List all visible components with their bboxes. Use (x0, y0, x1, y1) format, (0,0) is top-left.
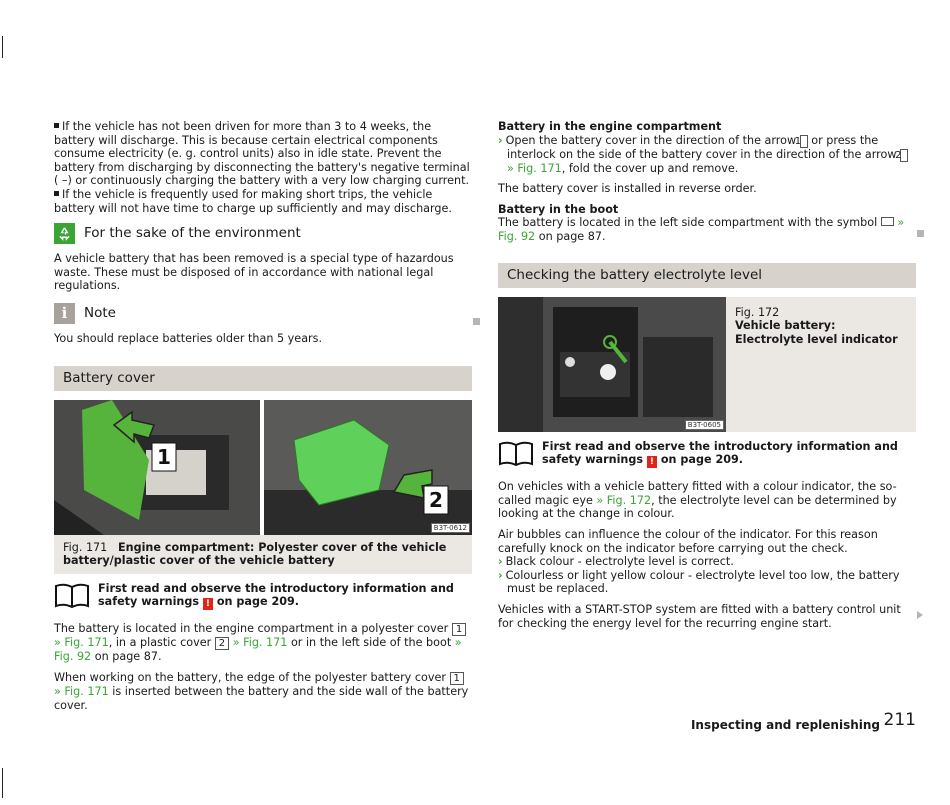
book-icon (54, 582, 90, 608)
page-number: 211 (883, 710, 916, 730)
end-marker (473, 318, 480, 325)
step-arrow-icon: › (498, 555, 503, 569)
safety-warning (498, 440, 916, 469)
bullet-paragraph (54, 120, 472, 215)
bullet-text: If the vehicle is frequently used for making short trips, the vehicle battery will not have time to charge up sufficiently and may discharge. (54, 187, 452, 215)
safety-warning-page: on page 209. (660, 453, 744, 467)
reference-box: 1 (452, 623, 466, 636)
fig-171-link[interactable]: » Fig. 171 (54, 684, 109, 698)
engine-compartment-step: › Open the battery cover in the direction of the arrow 1 or press the interlock on the side of the battery cover in the direction of the arrow 2 » Fig. 171, fold the cover up and remove. (498, 134, 916, 176)
boot-title: Battery in the boot (498, 202, 619, 216)
safety-warning-text: First read and observe the introductory information and safety warnings (542, 439, 898, 467)
section-title-battery-cover: Battery cover (54, 366, 472, 391)
list-item: › Colourless or light yellow colour - electrolyte level too low, the battery must be replaced. (498, 568, 900, 596)
reference-box: 2 (900, 149, 908, 162)
warning-icon: ! (203, 598, 213, 610)
safety-warning-page: on page 209. (216, 595, 300, 609)
bullet-text: If the vehicle has not been driven for more than 3 to 4 weeks, the battery will discharge. This is because certain electrical components consume electricity (e. g. control units) also in idle state. Prevent the battery from discharging by disconnecting the battery's negative terminal ( –) or continuously charging the battery with a very low charging current. (54, 120, 470, 188)
note-heading (54, 303, 472, 324)
figure-171-code: B3T-0612 (431, 523, 470, 533)
battery-location-paragraph: The battery is located in the engine compartment in a polyester cover 1 » Fig. 171, in a plastic cover 2 » Fig. 171 or in the left side of the boot » Fig. 92 on page 87. (54, 622, 472, 664)
battery-icon (881, 217, 894, 226)
step-arrow-icon: › (498, 568, 503, 582)
recycle-icon (54, 223, 75, 244)
figure-171-caption-text: Engine compartment: Polyester cover of the vehicle battery/plastic cover of the vehicle battery (63, 540, 447, 568)
step-arrow-icon: › (498, 133, 503, 147)
start-stop-paragraph: Vehicles with a START-STOP system are fitted with a battery control unit for checking the energy level for the recurring engine start. (498, 602, 901, 630)
reference-box: 1 (800, 135, 808, 148)
safety-warning (54, 582, 472, 611)
fig-171-link[interactable]: » Fig. 171 (507, 161, 562, 175)
figure-171 (54, 400, 472, 535)
reference-box: 1 (450, 672, 464, 685)
figure-172-caption (726, 297, 916, 432)
fig-171-link[interactable]: » Fig. 171 (54, 636, 109, 650)
book-icon (498, 440, 534, 466)
section-title-electrolyte: Checking the battery electrolyte level (498, 263, 916, 288)
figure-172-photo (498, 297, 726, 432)
fig-171-link[interactable]: » Fig. 171 (232, 636, 288, 650)
note-title: Note (84, 304, 116, 321)
air-bubbles-paragraph: Air bubbles can influence the colour of the indicator. For this reason carefully knock on the indicator before carrying out the check. (498, 527, 878, 555)
fig-172-link[interactable]: » Fig. 172 (596, 493, 652, 507)
boot-paragraph: The battery is located in the left side compartment with the symbol » Fig. 92 on page 87. (498, 216, 905, 243)
reverse-order-text: The battery cover is installed in reverse order. (498, 182, 757, 196)
warning-icon: ! (647, 456, 657, 468)
figure-171-number: Fig. 171 (63, 540, 108, 554)
figure-171-label-2: 2 (429, 487, 443, 512)
list-item: › Black colour - electrolyte level is correct. (498, 555, 734, 569)
figure-172-number: Fig. 172 (735, 305, 780, 319)
engine-compartment-title: Battery in the engine compartment (498, 120, 722, 133)
crop-mark-bottom (2, 768, 3, 798)
magic-eye-paragraph: On vehicles with a vehicle battery fitted with a colour indicator, the so-called magic eye » Fig. 172, the electrolyte level can be determined by looking at the change in colour. (498, 480, 897, 521)
info-icon: i (54, 303, 75, 324)
figure-171-caption (54, 535, 472, 574)
bullet-square (54, 191, 59, 196)
fig-92-link[interactable]: » Fig. 92 (498, 216, 905, 243)
end-marker (917, 230, 924, 237)
right-column (498, 120, 916, 637)
figure-171-photo-2 (264, 400, 472, 535)
battery-cover-edge-paragraph: When working on the battery, the edge of the polyester battery cover 1 » Fig. 171 is inserted between the battery and the side wall of the battery cover. (54, 670, 469, 712)
environment-text: A vehicle battery that has been removed is a special type of hazardous waste. These must be disposed of in accordance with national legal regulations. (54, 252, 454, 293)
left-column (54, 120, 472, 719)
figure-171-photo-1 (54, 400, 260, 535)
fig-92-link[interactable]: » Fig. 92 (54, 636, 462, 664)
bullet-square (54, 123, 59, 128)
crop-mark-top (2, 36, 3, 58)
figure-171-label-1: 1 (157, 444, 171, 469)
environment-heading (54, 223, 472, 244)
figure-172 (498, 297, 916, 432)
continue-arrow-icon (917, 611, 923, 619)
footer-chapter-title: Inspecting and replenishing (690, 718, 880, 732)
reference-box: 2 (215, 637, 229, 650)
safety-warning-text: First read and observe the introductory information and safety warnings (98, 581, 454, 609)
figure-172-code: B3T-0605 (685, 420, 724, 430)
environment-title: For the sake of the environment (84, 224, 301, 241)
note-text: You should replace batteries older than 5 years. (54, 331, 323, 345)
figure-172-caption-text: Vehicle battery: Electrolyte level indicator (735, 319, 898, 346)
